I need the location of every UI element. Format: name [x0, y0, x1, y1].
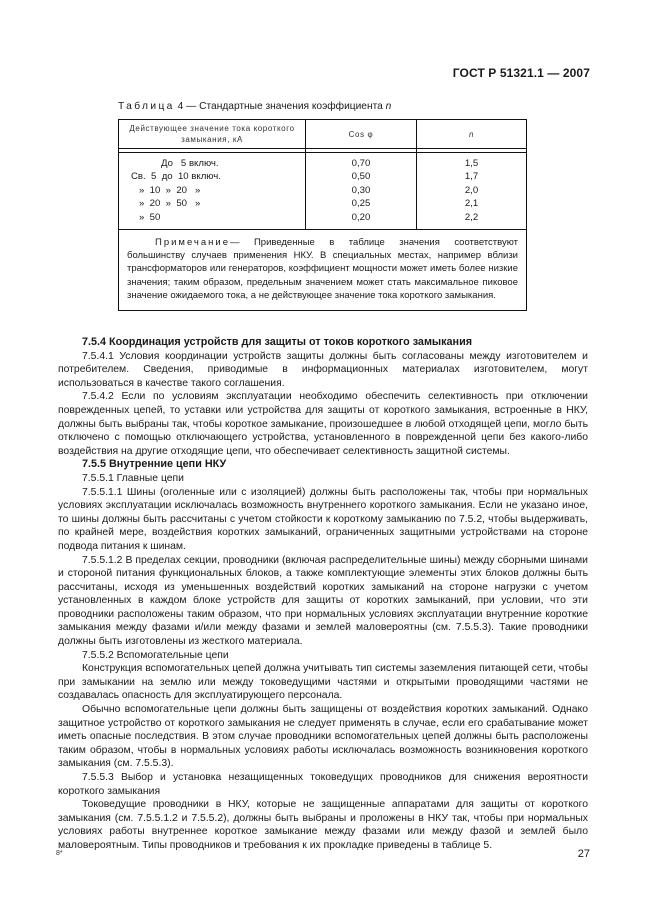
subheading-7-5-5-1: 7.5.5.1 Главные цепи	[82, 472, 184, 484]
subheading-7-5-5-2: 7.5.5.2 Вспомогательные цепи	[82, 649, 229, 661]
table-caption-number: 4	[177, 101, 184, 112]
table-cell: 1,5	[464, 158, 479, 169]
table-cell: » 20 » 50 »	[139, 198, 201, 210]
n-column	[417, 153, 526, 229]
cos-column	[306, 153, 417, 229]
section-heading-7-5-4: 7.5.4 Координация устройств для защиты от токов короткого замыкания	[82, 336, 473, 348]
subheading-7-5-5-3: 7.5.5.3 Выбор и установка незащищенных токоведущих проводников для снижения вероятности короткого замыкания	[58, 772, 588, 797]
table-cell: 2,1	[464, 198, 479, 210]
table-cell: 2,2	[464, 211, 479, 223]
table-header-row	[119, 120, 526, 149]
table-cell: 2,0	[464, 184, 479, 196]
section-heading-7-5-5: 7.5.5 Внутренние цепи НКУ	[82, 458, 227, 471]
paragraph-7-5-5-1-2: 7.5.5.1.2 В пределах секции, проводники (включая распределительные шины) между сборными шинами и стороной питания функциональных блоков, а также комплектующие элементы этих блоков должны быть рассчитаны, исходя из уменьшенных воздействий коротких замыканий на стороне нагрузки с учетом установленных в каждом блоке устройств для защиты от коротких замыканий, при условии, что эти проводники расположены таким образом, что при нормальных условиях эксплуатации внутренние короткие замыкания между фазами и/или между фазами и землей маловероятны (см. 7.5.5.3). Такие проводники должны быть изготовлены из жесткого материала.	[58, 554, 588, 648]
table-cell: 1,7	[464, 171, 479, 183]
table-cell: » 10 » 20 »	[139, 184, 201, 196]
paragraph-7-5-5-2-b: Обычно вспомогательные цепи должны быть защищены от воздействия коротких замыканий. Однако защитное устройство от короткого замыкания не следует применять в случае, если его срабатывание может иметь опасные последствия. В этом случае проводники вспомогательных цепей должны быть расположены таким образом, чтобы в нормальных условиях работы исключалась возможность возникновения короткого замыкания (см. 7.5.5.3).	[58, 704, 588, 770]
note-label: Примечание	[155, 237, 230, 248]
paragraph-7-5-4-2: 7.5.4.2 Если по условиям эксплуатации необходимо обеспечить селективность при отключении поврежденных цепей, то уставки или устройства для защиты от короткого замыкания, встроенные в НКУ, должны быть выбраны так, чтобы короткое замыкание, произошедшее в любой отходящей цепи, могло быть отключено с помощью отключающего устройства, установленного в поврежденной цепи без какого-либо воздействия на другие отходящие цепи, что обеспечивает селективность защитной системы.	[58, 391, 588, 457]
table-caption-label: Таблица	[118, 101, 175, 112]
column-header-current: Действующее значение тока короткого замыкания, кА	[119, 120, 306, 148]
table-cell: 0,70	[351, 158, 371, 169]
paragraph-7-5-5-3: Токоведущие проводники в НКУ, которые не защищенные аппаратами для защиты от короткого замыкания (см. 7.5.5.1.2 и 7.5.5.2), должны быть выбраны и проложены в НКУ так, чтобы при нормальных условиях работы внутреннее короткое замыкание между фазами или между фазой и землей было маловероятным. Типы проводников и требования к их прокладке приведены в таблице 5.	[58, 799, 588, 851]
table-body	[119, 153, 526, 230]
table-note	[119, 230, 526, 310]
column-header-cos: Cos φ	[306, 120, 417, 148]
coefficient-table	[118, 119, 527, 311]
note-text: — Приведенные в таблице значения соответствуют большинству случаев применения НКУ. В специальных местах, например вблизи трансформаторов или генераторов, коэффициент мощности может иметь более низкие значения; таким образом, предельным значением может стать максимальное пиковое значение ожидаемого тока, а не действующее значение тока короткого замыкания.	[127, 237, 518, 301]
table-cell: 0,30	[351, 184, 371, 196]
paragraph-7-5-4-1: 7.5.4.1 Условия координации устройств защиты должны быть согласованы между изготовителем и потребителем. Сведения, приводимые в информационных материалах изготовителем, могут использоваться в качестве такого соглашения.	[58, 350, 588, 389]
table-cell: 0,20	[351, 211, 371, 223]
paragraph-7-5-5-1-1: 7.5.5.1.1 Шины (оголенные или с изоляцией) должны быть расположены так, чтобы при нормальных условиях эксплуатации исключалась возможность внутреннего короткого замыкания. Если не указано иное, то шины должны быть рассчитаны с учетом стойкости к короткому замыканию по 7.5.2, чтобы выдерживать, по крайней мере, воздействия коротких замыканий, ограниченных защитными устройствами на стороне подвода питания к шинам.	[58, 486, 588, 552]
table-cell: » 50	[139, 211, 161, 223]
table-cell: 0,50	[351, 171, 371, 183]
signature-mark: 8*	[56, 850, 63, 857]
table-caption	[118, 101, 391, 112]
column-header-n: n	[468, 129, 475, 139]
page-number: 27	[577, 848, 590, 860]
document-code: ГОСТ Р 51321.1 — 2007	[452, 66, 590, 80]
table-caption-symbol: n	[385, 101, 392, 112]
range-column	[119, 153, 306, 229]
table-caption-text: — Стандартные значения коэффициента	[186, 101, 383, 112]
table-cell: Св. 5 до 10 включ.	[131, 171, 221, 183]
table-cell: 0,25	[351, 198, 371, 210]
body-text	[58, 336, 588, 853]
paragraph-7-5-5-2-a: Конструкция вспомогательных цепей должна учитывать тип системы заземления питающей сети, чтобы при замыкании на землю или между токоведущими частями и открытыми проводящими частями не создавалась опасность для эксплуатирующего персонала.	[58, 663, 588, 702]
table-cell: До 5 включ.	[161, 158, 219, 169]
